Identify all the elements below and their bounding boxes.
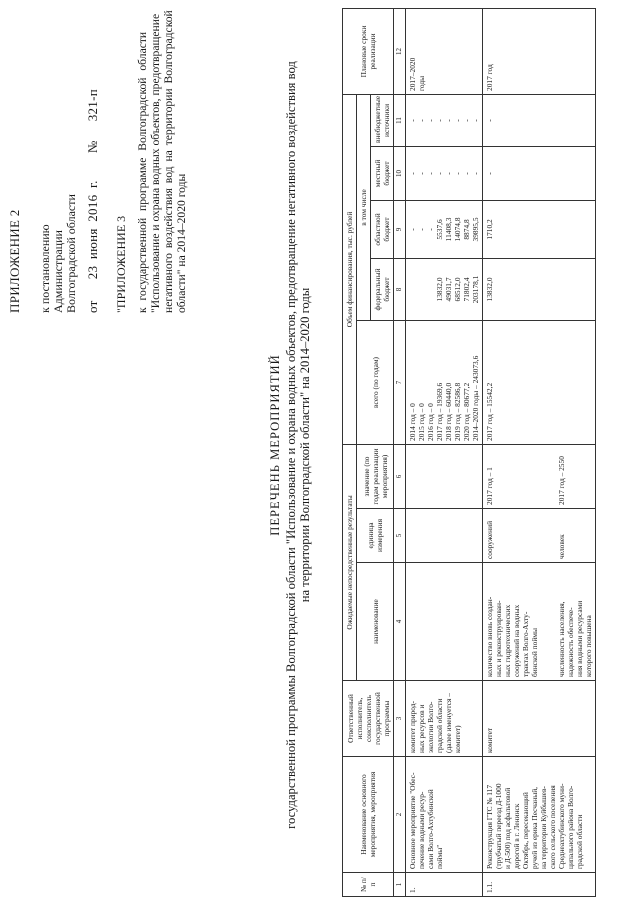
header-result-unit: единица измерения xyxy=(357,509,394,563)
cell-line: и Д-500) под асфальтовой xyxy=(503,787,512,869)
cell-line: - xyxy=(485,119,494,122)
table-cell-measure xyxy=(483,757,596,873)
column-number: 2 xyxy=(394,757,406,873)
cell-line: 2018 год – 60440,0 xyxy=(444,382,453,441)
decree-number: 321-п xyxy=(85,89,100,122)
appendix3-line-2: "Использование и охрана водных объектов, предотвращение xyxy=(149,13,162,313)
column-number: 9 xyxy=(394,200,406,258)
cell-line: - xyxy=(417,228,426,231)
table-body xyxy=(406,8,596,896)
document-subtitle-line-1: государственной программы Волгоградской области "Использование и охрана водных объектов, предотвращение негативного воздействия вод xyxy=(284,61,298,829)
cell-line: - xyxy=(453,172,462,175)
table-cell-extra xyxy=(406,94,483,146)
table-cell-total xyxy=(483,320,596,444)
cell-line: ния водными ресурсами xyxy=(575,600,584,677)
cell-line: (трубчатый переезд Д-1000 xyxy=(494,783,503,869)
header-period: Плановые сроки реализации xyxy=(343,8,394,94)
cell-line: 2017 год – 15542,2 xyxy=(485,382,494,441)
cell-line: 5537,6 xyxy=(435,219,444,240)
cell-line: поймы" xyxy=(435,844,444,869)
administration-line: Администрации xyxy=(51,230,65,313)
cell-line: Октябрь, пересекающий xyxy=(521,792,530,869)
appendix3-line-4: области" на 2014–2020 годы xyxy=(175,173,188,313)
column-number: 8 xyxy=(394,258,406,320)
header-financing: Объем финансирования, тыс. рублей xyxy=(343,94,357,444)
table-cell-executor xyxy=(406,681,483,757)
column-number: 12 xyxy=(394,8,406,94)
cell-line: трактах Волго-Ахту- xyxy=(521,611,530,677)
header-no: № п/п xyxy=(343,873,394,897)
column-number: 6 xyxy=(394,444,406,508)
cell-line: - xyxy=(462,172,471,175)
cell-line xyxy=(426,262,435,317)
document-title: ПЕРЕЧЕНЬ МЕРОПРИЯТИЙ xyxy=(268,354,282,536)
table-cell-extra xyxy=(483,94,596,146)
cell-line: на территории Куйбышев- xyxy=(539,786,548,869)
cell-line: 2015 год – 0 xyxy=(417,403,426,441)
table-row xyxy=(406,8,483,896)
cell-line: 71802,4 xyxy=(462,277,471,302)
cell-line: - xyxy=(444,172,453,175)
appendix3-title: "ПРИЛОЖЕНИЕ 3 xyxy=(114,215,128,313)
cell-line: - xyxy=(471,119,480,122)
cell-line: 203178,1 xyxy=(471,275,480,304)
cell-line: - xyxy=(453,119,462,122)
table-cell-local xyxy=(406,146,483,200)
cell-line: надежность обеспече- xyxy=(566,607,575,677)
header-total: всего (по годам) xyxy=(357,320,394,444)
column-number: 10 xyxy=(394,146,406,200)
decree-date-line xyxy=(86,89,100,313)
document-subtitle-line-2: на территории Волгоградской области" на 2014–2020 годы xyxy=(298,287,312,603)
cell-line: комитет xyxy=(485,727,494,753)
cell-line: 39895,5 xyxy=(471,217,480,242)
table-cell-executor xyxy=(483,681,596,757)
cell-line: ных и реконструирован- xyxy=(494,600,503,677)
cell-line: - xyxy=(408,172,417,175)
cell-line: (далее именуется – xyxy=(444,693,453,753)
cell-line: 2017 год – 2550 xyxy=(557,456,566,505)
cell-line: - xyxy=(485,172,494,175)
cell-line: ручей из ерика Песчаный, xyxy=(530,786,539,869)
number-sign: № xyxy=(85,140,100,154)
header-result-name: наименование xyxy=(357,563,394,681)
cell-line xyxy=(408,262,417,317)
cell-line: 2017 год – 19369,6 xyxy=(435,382,444,441)
cell-line: дорогой в г. Ленинск xyxy=(512,803,521,869)
cell-line: - xyxy=(408,119,417,122)
cell-line: 2014 год – 0 xyxy=(408,403,417,441)
column-number: 5 xyxy=(394,509,406,563)
cell-line: градской области xyxy=(435,698,444,753)
cell-line: численность населения, xyxy=(557,601,566,677)
table-cell-regional xyxy=(483,200,596,258)
cell-line xyxy=(512,512,521,559)
cell-line xyxy=(503,448,512,505)
table-cell-period xyxy=(483,8,596,94)
cell-line: сооружений на водных xyxy=(512,604,521,677)
cell-line: 13832,0 xyxy=(435,277,444,302)
cell-line: Среднеахтубинского муни- xyxy=(557,783,566,869)
table-cell-measure xyxy=(406,757,483,873)
cell-line xyxy=(521,512,530,559)
cell-line: - xyxy=(426,228,435,231)
cell-line: человек xyxy=(557,534,566,559)
cell-line: 2014–2020 годы – 243073,6 xyxy=(471,355,480,441)
table-cell-no: 1. xyxy=(406,873,483,897)
cell-line: 68512,0 xyxy=(453,277,462,302)
cell-line: ных ресурсов и xyxy=(417,704,426,753)
cell-line: 14074,8 xyxy=(453,217,462,242)
cell-line: - xyxy=(435,172,444,175)
cell-line: - xyxy=(417,119,426,122)
cell-line xyxy=(548,566,557,677)
cell-line: сами Волго-Ахтубинской xyxy=(426,789,435,869)
cell-line: - xyxy=(417,172,426,175)
cell-line: 2016 год – 0 xyxy=(426,403,435,441)
table-cell-total xyxy=(406,320,483,444)
cell-line: Реконструкция ГТС № 117 xyxy=(485,784,494,869)
cell-line xyxy=(521,448,530,505)
cell-line: 49031,7 xyxy=(444,277,453,302)
header-local: местный бюджет xyxy=(371,146,394,200)
cell-line: 8874,8 xyxy=(462,219,471,240)
cell-line: годы xyxy=(417,75,426,91)
table-row xyxy=(483,8,596,896)
cell-line xyxy=(512,448,521,505)
header-measure: Наименование основного мероприятия, мероприятия xyxy=(343,757,394,873)
cell-line: - xyxy=(462,119,471,122)
cell-line xyxy=(539,512,548,559)
cell-line: сооружений xyxy=(485,520,494,559)
cell-line: ципального района Волго- xyxy=(566,785,575,869)
cell-line: количество вновь создан- xyxy=(485,596,494,677)
decree-line: к постановлению xyxy=(38,224,52,313)
header-extra: внебюджетные источники xyxy=(371,94,394,146)
cell-line: 13832,0 xyxy=(485,277,494,302)
cell-line xyxy=(548,448,557,505)
cell-line: ского сельского поселения xyxy=(548,785,557,869)
appendix3-line-3: негативного воздействия вод на территории Волгоградской xyxy=(162,10,175,313)
cell-line: - xyxy=(435,119,444,122)
cell-line: градской области xyxy=(575,814,584,869)
table-cell-result-value xyxy=(483,444,596,508)
cell-line: - xyxy=(426,119,435,122)
cell-line: экологии Волго- xyxy=(426,701,435,753)
appendix-label: ПРИЛОЖЕНИЕ 2 xyxy=(7,209,22,313)
header-regional: областной бюджет xyxy=(371,200,394,258)
cell-line xyxy=(530,448,539,505)
cell-line: 1710,2 xyxy=(485,219,494,240)
table-cell-regional xyxy=(406,200,483,258)
column-number: 3 xyxy=(394,681,406,757)
header-results: Ожидаемые непосредственные результаты xyxy=(343,444,357,680)
header-including: в том числе xyxy=(357,94,371,320)
cell-line: - xyxy=(444,119,453,122)
table-cell-no: 1.1. xyxy=(483,873,596,897)
cell-line: - xyxy=(426,172,435,175)
cell-line xyxy=(530,512,539,559)
cell-line: ных гидротехнических xyxy=(503,604,512,677)
cell-line xyxy=(503,512,512,559)
cell-line xyxy=(539,448,548,505)
cell-line: - xyxy=(408,228,417,231)
region-line: Волгоградской области xyxy=(64,194,78,313)
header-federal: федеральный бюджет xyxy=(371,258,394,320)
cell-line xyxy=(417,262,426,317)
measures-table xyxy=(342,8,596,897)
cell-line: Основное мероприятие "Обес- xyxy=(408,772,417,869)
cell-line: бинской поймы xyxy=(530,628,539,677)
table-cell-federal xyxy=(483,258,596,320)
cell-line: комитет) xyxy=(453,725,462,753)
cell-line: 11408,3 xyxy=(444,217,453,242)
column-number: 1 xyxy=(394,873,406,897)
table-cell-result-unit xyxy=(483,509,596,563)
cell-line: печение водными ресур- xyxy=(417,791,426,869)
cell-line: комитет природ- xyxy=(408,701,417,753)
cell-line: 2017 год – 1 xyxy=(485,467,494,505)
appendix3-line-1: к государственной программе Волгоградской области xyxy=(136,31,149,313)
cell-line xyxy=(548,512,557,559)
table-cell-result-unit xyxy=(406,509,483,563)
header-result-value: значение (по годам реализации мероприятия) xyxy=(357,444,394,508)
table-cell-local xyxy=(483,146,596,200)
cell-line: - xyxy=(471,172,480,175)
cell-line xyxy=(494,512,503,559)
cell-line: 2020 год – 80677,2 xyxy=(462,382,471,441)
table-cell-federal xyxy=(406,258,483,320)
cell-line xyxy=(494,448,503,505)
decree-date: 23 июня 2016 г. xyxy=(85,180,100,280)
header-executor: Ответственный исполнитель, соисполнитель государственной программы xyxy=(343,681,394,757)
column-number: 11 xyxy=(394,94,406,146)
cell-line: 2019 год – 82586,8 xyxy=(453,382,462,441)
table-cell-result-name xyxy=(406,563,483,681)
cell-line: 2017–2020 xyxy=(408,57,417,91)
cell-line xyxy=(539,566,548,677)
cell-line: 2017 год xyxy=(485,64,494,91)
table-cell-result-value xyxy=(406,444,483,508)
date-prefix: от xyxy=(85,300,100,313)
cell-line: которого повышена xyxy=(584,615,593,677)
table-cell-result-name xyxy=(483,563,596,681)
column-number: 7 xyxy=(394,320,406,444)
table-cell-period xyxy=(406,8,483,94)
column-number: 4 xyxy=(394,563,406,681)
